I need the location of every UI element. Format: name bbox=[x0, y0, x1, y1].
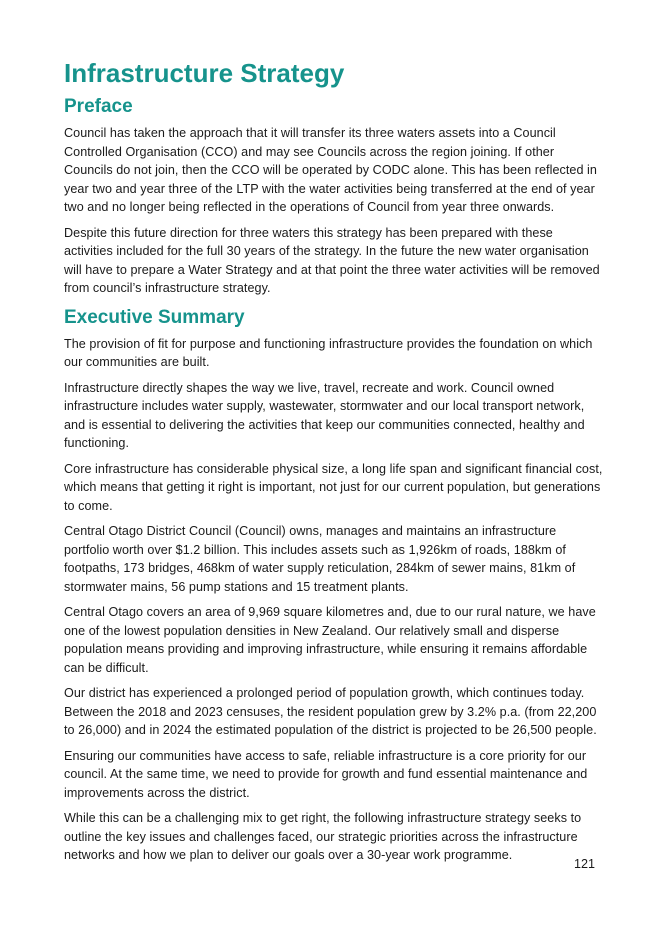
summary-paragraph-2: Infrastructure directly shapes the way we live, travel, recreate and work. Council owned infrastructure includes water supply, wastewater, stormwater and our local transport network, and is essential to delivering the activities that keep our communities connected, healthy and functioning. bbox=[64, 380, 585, 450]
preface-paragraph-1: Council has taken the approach that it will transfer its three waters assets into a Council Controlled Organisation (CCO) and may see Councils across the region joining. If other Councils do not join, then the CCO will be operated by CODC alone. This has been reflected in year two and year three of the LTP with the water activities being transferred at the end of year two and no longer being reflected in the operations of Council from year three onwards. bbox=[64, 126, 597, 214]
summary-paragraph-6: Our district has experienced a prolonged period of population growth, which continues today. Between the 2018 and 2023 censuses, the resident population grew by 3.2% p.a. (from 22,200 to 26,000) and in 2024 the estimated population of the district is projected to be 26,500 people. bbox=[64, 686, 597, 737]
preface-section bbox=[64, 94, 604, 298]
summary-paragraph-7: Ensuring our communities have access to safe, reliable infrastructure is a core priority for our council. At the same time, we need to provide for growth and fund essential maintenance and improvements across the district. bbox=[64, 748, 588, 800]
document-title: Infrastructure Strategy bbox=[64, 58, 345, 88]
executive-summary-heading: Executive Summary bbox=[64, 306, 245, 328]
page-number: 121 bbox=[573, 857, 595, 871]
summary-paragraph-1: The provision of fit for purpose and functioning infrastructure provides the foundation on which our communities are built. bbox=[64, 336, 593, 369]
summary-paragraph-4: Central Otago District Council (Council) owns, manages and maintains an infrastructure portfolio worth over $1.2 billion. This includes assets such as 1,926km of roads, 188km of footpaths, 173 bridges, 468km of water supply reticulation, 284km of sewer mains, 81km of stormwater mains, 56 pump stations and 15 treatment plants. bbox=[64, 524, 576, 594]
summary-paragraph-5: Central Otago covers an area of 9,969 square kilometres and, due to our rural nature, we have one of the lowest population densities in New Zealand. Our relatively small and disperse population means providing and improving infrastructure, while ensuring it remains affordable can be difficult. bbox=[64, 605, 596, 675]
summary-paragraph-3: Core infrastructure has considerable physical size, a long life span and significant financial cost, which means that getting it right is important, not just for our current population, but generations to come. bbox=[64, 461, 603, 513]
preface-paragraph-2: Despite this future direction for three waters this strategy has been prepared with these activities included for the full 30 years of the strategy. In the future the new water organisation will have to prepare a Water Strategy and at that point the three water activities will be removed from council’s infrastructure strategy. bbox=[64, 225, 600, 295]
summary-paragraph-8: While this can be a challenging mix to get right, the following infrastructure strategy seeks to outline the key issues and challenges faced, our strategic priorities across the infrastructure networks and how we plan to deliver our goals over a 30-year work programme. bbox=[64, 811, 582, 862]
executive-summary-section bbox=[64, 305, 604, 865]
document-body bbox=[64, 56, 604, 872]
preface-heading: Preface bbox=[64, 96, 133, 117]
